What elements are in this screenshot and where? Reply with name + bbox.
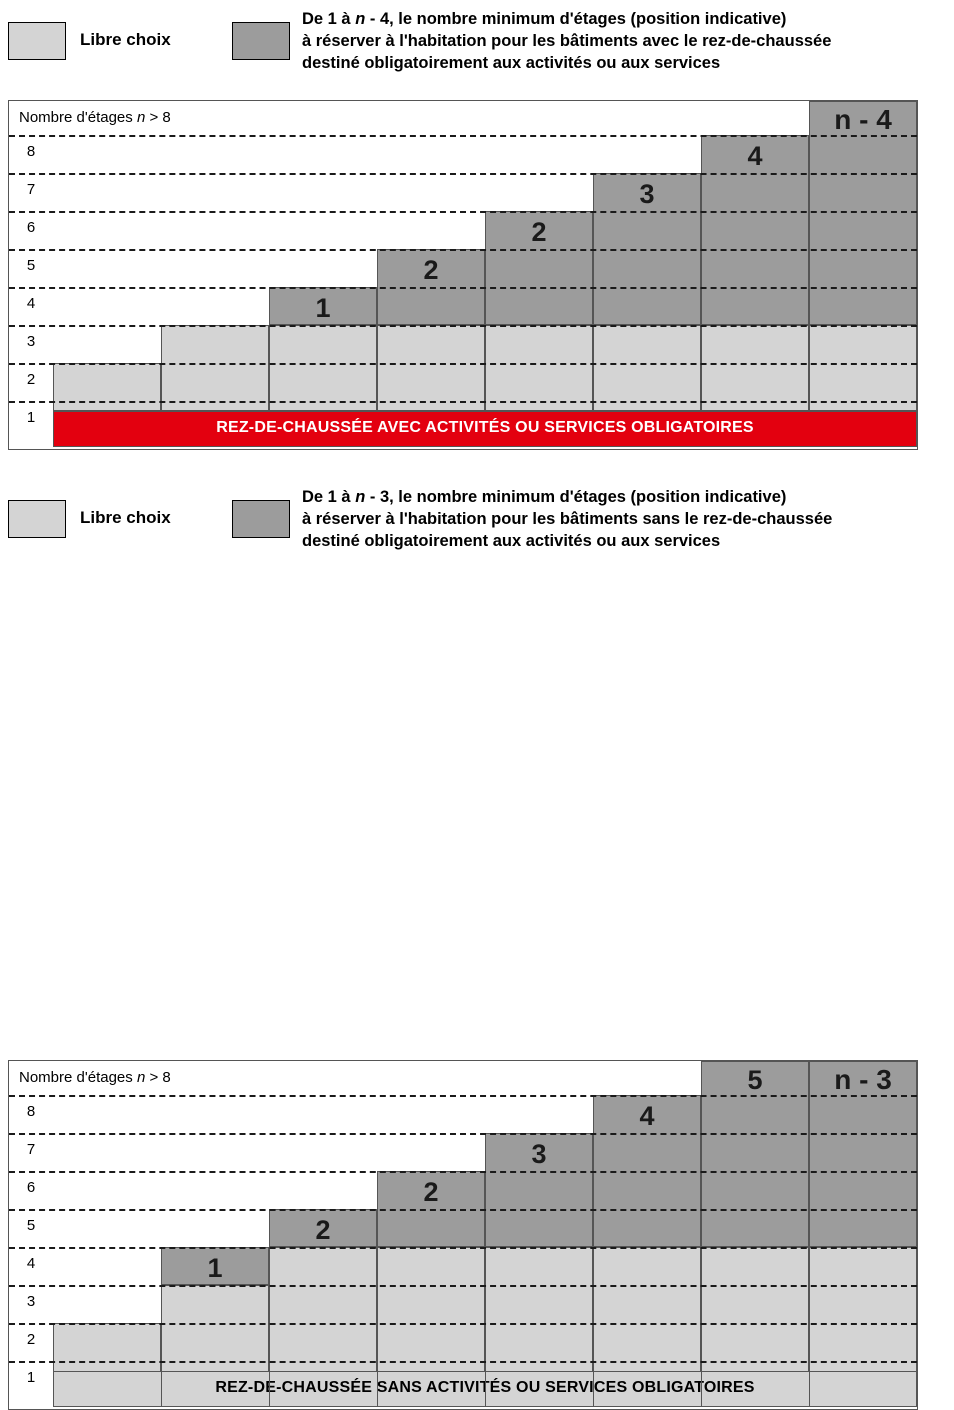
legend-swatch-habitation-2	[232, 500, 290, 538]
axis-title-bottom: Nombre d'étages n > 8	[19, 1069, 171, 1086]
legend-label-libre-choix: Libre choix	[80, 30, 171, 49]
gridline2-1	[9, 1361, 917, 1363]
legend-swatch-libre-choix-2	[8, 500, 66, 538]
legend-line3: destiné obligatoirement aux activités ou aux services	[302, 54, 721, 72]
legend-label-libre-choix-2: Libre choix	[80, 508, 171, 527]
legend2-line1-post: - 3, le nombre minimum d'étages (position indicative)	[365, 488, 787, 506]
legend-line2: à réserver à l'habitation pour les bâtiments avec le rez-de-chaussée	[302, 32, 832, 50]
axis-title-top: Nombre d'étages n > 8	[19, 109, 171, 126]
axis2-tick-6: 6	[26, 1179, 36, 1196]
legend2-line1-pre: De 1 à	[302, 488, 356, 506]
plot-area-bottom	[9, 1061, 917, 1409]
bar-value-col-5: 2	[423, 255, 439, 285]
axis-tick-3: 3	[26, 333, 36, 350]
legend-description-habitation-2	[302, 486, 952, 552]
gridline-8	[9, 135, 917, 137]
ground-floor-band-top: REZ-DE-CHAUSSÉE AVEC ACTIVITÉS OU SERVICES OBLIGATOIRES	[53, 411, 917, 447]
axis-tick-4: 4	[26, 295, 36, 312]
axis-tick-7: 7	[26, 181, 36, 198]
bar-value-col-6: 2	[531, 217, 547, 247]
bar2-value-col-7: 4	[639, 1101, 655, 1131]
bar-col-8-light	[701, 325, 809, 411]
gridline2-4	[9, 1247, 917, 1249]
axis-tick-6: 6	[26, 219, 36, 236]
col-divider-1	[53, 363, 54, 411]
axis-tick-5: 5	[26, 257, 36, 274]
bar-col-3-light	[161, 325, 269, 411]
gridline2-6	[9, 1171, 917, 1173]
axis2-tick-8: 8	[26, 1103, 36, 1120]
col-divider-2	[161, 325, 162, 411]
gridline2-7	[9, 1133, 917, 1135]
axis2-tick-4: 4	[26, 1255, 36, 1272]
axis-tick-8: 8	[26, 143, 36, 160]
axis-tick-2: 2	[26, 371, 36, 388]
bar-col-n-light	[809, 325, 917, 411]
axis2-tick-7: 7	[26, 1141, 36, 1158]
gridline-4	[9, 287, 917, 289]
axis2-tick-1: 1	[26, 1369, 36, 1386]
gridline2-2	[9, 1323, 917, 1325]
bar-col-5-light	[377, 325, 485, 411]
gridline-3	[9, 325, 917, 327]
legend-line1-post: - 4, le nombre minimum d'étages (position indicative)	[365, 10, 787, 28]
axis-tick-1: 1	[26, 409, 36, 426]
col2-divider-8	[809, 1061, 810, 1407]
gridline-1	[9, 401, 917, 403]
bar2-value-col-6: 3	[531, 1139, 547, 1169]
col2-divider-1	[53, 1323, 54, 1407]
bar-col-7-light	[593, 325, 701, 411]
legend-line1-var: n	[355, 10, 366, 28]
diagram-panel-without-ground-floor	[0, 478, 954, 1396]
legend2-line2: à réserver à l'habitation pour les bâtiments sans le rez-de-chaussée	[302, 510, 833, 528]
chart-without-ground-floor	[8, 1060, 918, 1410]
bar-value-col-7: 3	[639, 179, 655, 209]
diagram-panel-with-ground-floor	[0, 0, 954, 436]
bar-value-col-8: 4	[747, 141, 763, 171]
bar-value-col-4: 1	[315, 293, 331, 323]
gridline2-3	[9, 1285, 917, 1287]
col2-divider-7	[701, 1061, 702, 1407]
legend-swatch-libre-choix	[8, 22, 66, 60]
bar-value-col-n: n - 4	[834, 104, 892, 135]
bar2-value-col-3: 1	[207, 1253, 223, 1283]
legend-line1-pre: De 1 à	[302, 10, 356, 28]
col-divider-7	[701, 135, 702, 411]
gridline-2	[9, 363, 917, 365]
legend-swatch-habitation	[232, 22, 290, 60]
gridline-7	[9, 173, 917, 175]
chart-with-ground-floor	[8, 100, 918, 450]
bar-col-4-light	[269, 325, 377, 411]
ground-floor-band-bottom: REZ-DE-CHAUSSÉE SANS ACTIVITÉS OU SERVICES OBLIGATOIRES	[53, 1371, 917, 1407]
legend-top	[0, 0, 954, 92]
axis2-tick-3: 3	[26, 1293, 36, 1310]
bar2-value-col-5: 2	[423, 1177, 439, 1207]
legend-description-habitation	[302, 8, 952, 74]
gridline-5	[9, 249, 917, 251]
legend-bottom	[0, 478, 954, 570]
bar-col-6-light	[485, 325, 593, 411]
axis2-tick-2: 2	[26, 1331, 36, 1348]
legend2-line3: destiné obligatoirement aux activités ou aux services	[302, 532, 721, 550]
bar-col-2-light	[53, 363, 161, 411]
bar2-value-col-8: 5	[747, 1065, 763, 1095]
axis2-tick-5: 5	[26, 1217, 36, 1234]
gridline2-5	[9, 1209, 917, 1211]
plot-area-top	[9, 101, 917, 449]
gridline-6	[9, 211, 917, 213]
bar2-value-col-4: 2	[315, 1215, 331, 1245]
legend2-line1-var: n	[355, 488, 366, 506]
col2-divider-5	[485, 1133, 486, 1407]
bar2-value-col-n: n - 3	[834, 1064, 892, 1095]
